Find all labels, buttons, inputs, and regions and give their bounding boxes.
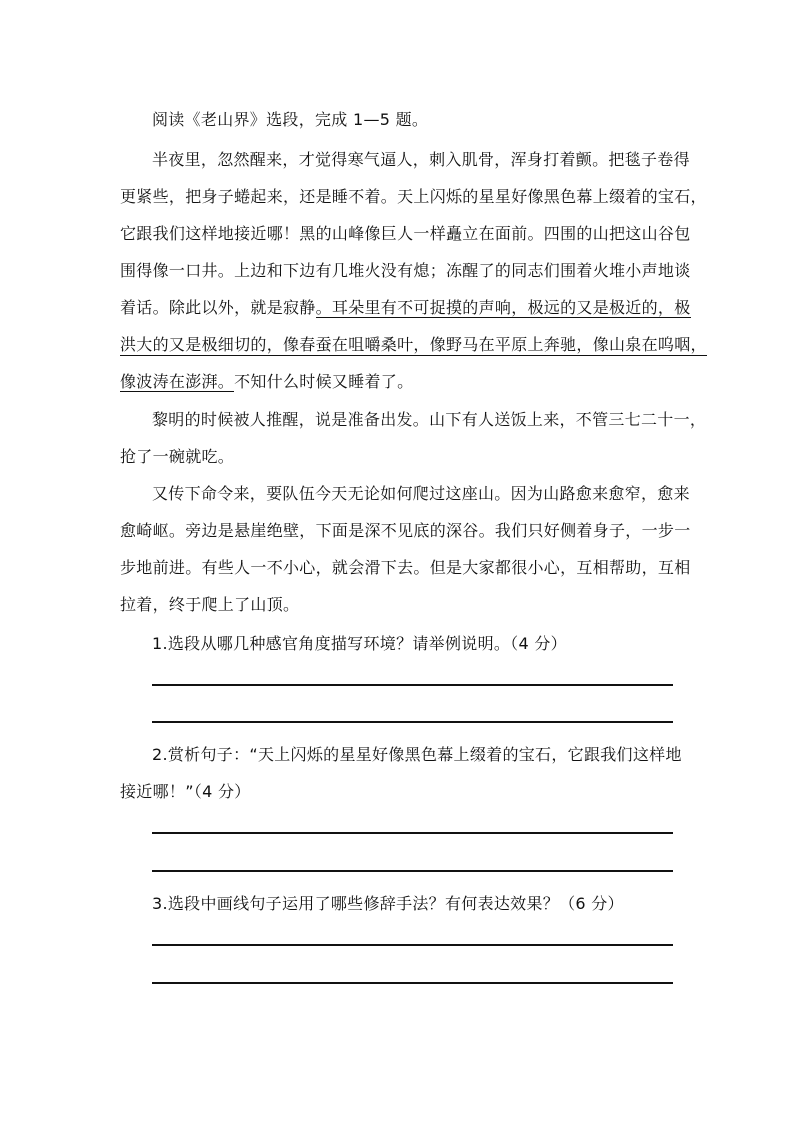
answer-line-q3-1[interactable]	[152, 944, 673, 946]
passage-line: 更紧些，把身子蜷起来，还是睡不着。天上闪烁的星星好像黑色幕上缀着的宝石，	[120, 187, 707, 206]
underlined-sentence: 。耳朵里有不可捉摸的声响，极远的又是极近的，极	[315, 298, 691, 317]
answer-line-q2-1[interactable]	[152, 832, 673, 834]
passage-line: 拉着，终于爬上了山顶。	[120, 595, 300, 614]
underlined-sentence: 像波涛在澎湃。	[120, 372, 235, 391]
answer-line-q2-2[interactable]	[152, 870, 673, 872]
passage-line	[120, 298, 691, 318]
passage-line: 抢了一碗就吃。	[120, 447, 235, 466]
underlined-sentence: 洪大的又是极细切的，像春蚕在咀嚼桑叶，像野马在平原上奔驰，像山泉在呜咽，	[120, 335, 707, 354]
passage-line	[120, 372, 413, 392]
passage-line: 愈崎岖。旁边是悬崖绝壁，下面是深不见底的深谷。我们只好侧着身子，一步一	[120, 521, 691, 540]
answer-line-q1-1[interactable]	[152, 684, 673, 686]
answer-line-q1-2[interactable]	[152, 721, 673, 723]
question-3: 3.选段中画线句子运用了哪些修辞手法？有何表达效果？（6 分）	[152, 894, 624, 913]
passage-line: 又传下命令来，要队伍今天无论如何爬过这座山。因为山路愈来愈窄，愈来	[152, 484, 690, 503]
question-1: 1.选段从哪几种感官角度描写环境？请举例说明。（4 分）	[152, 634, 567, 653]
question-2-continued: 接近哪！”（4 分）	[120, 782, 251, 801]
passage-line: 半夜里，忽然醒来，才觉得寒气逼人，刺入肌骨，浑身打着颤。把毯子卷得	[152, 150, 690, 169]
passage-line: 步地前进。有些人一不小心，就会滑下去。但是大家都很小心，互相帮助，互相	[120, 558, 691, 577]
passage-line: 它跟我们这样地接近哪！黑的山峰像巨人一样矗立在面前。四围的山把这山谷包	[120, 224, 691, 243]
passage-line: 黎明的时候被人推醒，说是准备出发。山下有人送饭上来，不管三七二十一，	[152, 410, 707, 429]
passage-text: 不知什么时候又睡着了。	[234, 372, 414, 391]
passage-text: 着话。除此以外，就是寂静	[120, 298, 316, 317]
reading-instruction: 阅读《老山界》选段，完成 1—5 题。	[152, 110, 429, 129]
answer-line-q3-2[interactable]	[152, 982, 673, 984]
passage-line: 围得像一口井。上边和下边有几堆火没有熄；冻醒了的同志们围着火堆小声地谈	[120, 261, 691, 280]
question-2: 2.赏析句子：“天上闪烁的星星好像黑色幕上缀着的宝石，它跟我们这样地	[152, 745, 682, 764]
